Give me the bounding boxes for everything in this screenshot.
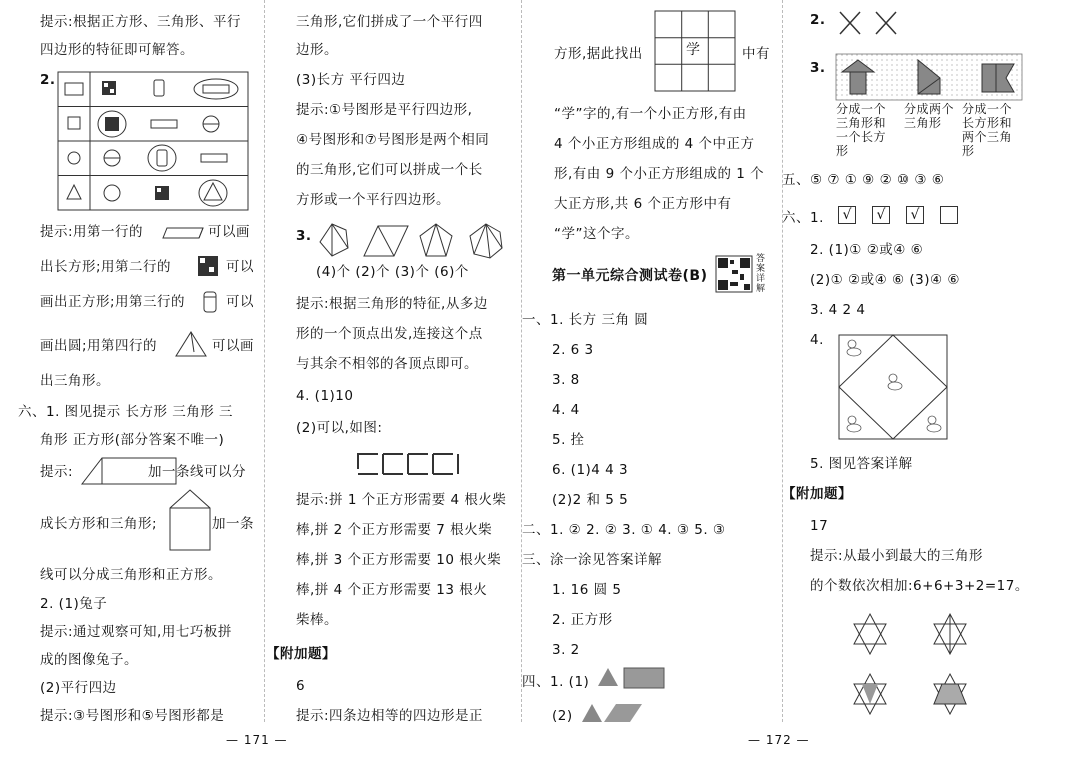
text-line: 可以画 <box>208 224 250 240</box>
text-line: 可以 <box>226 259 254 275</box>
caption-2: 分成两个 三角形 <box>904 102 955 130</box>
answer-line: 5. 拴 <box>552 432 585 448</box>
question-number: 3. <box>810 60 826 76</box>
pyramid-icon <box>174 330 208 358</box>
caption-1: 分成一个 三角形和 一个长方 形 <box>836 102 887 158</box>
answer-line: 5. 图见答案详解 <box>810 456 913 472</box>
text-line: 的个数依次相加:6+6+3+2=17。 <box>810 578 1029 594</box>
hint-line: 提示: <box>40 464 74 480</box>
answer-line: 17 <box>810 518 829 534</box>
answer-line: 2. (1)① ②或④ ⑥ <box>810 242 924 258</box>
text-line: 棒,拼 2 个正方形需要 7 根火柴 <box>296 522 493 538</box>
check-box: √ <box>838 206 856 224</box>
answer-line: 一、1. 长方 三角 圆 <box>522 312 649 328</box>
cylinder-icon <box>202 290 218 314</box>
answer-line: 五、⑤ ⑦ ① ⑨ ② ⑩ ③ ⑥ <box>782 172 945 188</box>
shaded-shapes-1 <box>598 666 668 690</box>
check-box: √ <box>872 206 890 224</box>
answer-line: (2)平行四边 <box>40 680 117 696</box>
page-number-172: — 172 — <box>748 733 810 747</box>
answer-line: 3. 2 <box>552 642 580 658</box>
hint-line: 提示:从最小到最大的三角形 <box>810 548 984 564</box>
answer-line: (2)2 和 5 5 <box>552 492 629 508</box>
page-number-171: — 171 — <box>226 733 288 747</box>
test-title: 第一单元综合测试卷(B) <box>552 268 708 284</box>
answer-line: 四、1. (1) <box>522 674 590 690</box>
caption-3: 分成一个 长方形和 两个三角 形 <box>962 102 1013 158</box>
polygon-diagonals-figure <box>318 222 508 260</box>
hint-line: 提示:根据三角形的特征,从多边 <box>296 296 488 312</box>
text-line: 方形或一个平行四边形。 <box>296 192 450 208</box>
text-line: 与其余不相邻的各顶点即可。 <box>296 356 478 372</box>
text-line: 棒,拼 4 个正方形需要 13 根火 <box>296 582 488 598</box>
answer-line: (2) <box>552 708 573 724</box>
cuboid-icon <box>163 224 205 240</box>
cube-icon <box>196 254 220 278</box>
hint-line: 提示:四条边相等的四边形是正 <box>296 708 484 724</box>
text-line: 角形 正方形(部分答案不唯一) <box>40 432 225 448</box>
answer-line: 4. <box>810 332 824 348</box>
answer-line: 6. (1)4 4 3 <box>552 462 629 478</box>
text-line: 出三角形。 <box>40 373 110 389</box>
answer-line: 3. 8 <box>552 372 580 388</box>
answer-line: 二、1. ② 2. ② 3. ① 4. ③ 5. ③ <box>522 522 726 538</box>
column-separator <box>782 0 783 722</box>
text-line: 柴棒。 <box>296 612 338 628</box>
text-line: 画出圆;用第四行的 <box>40 338 158 354</box>
matchstick-squares-figure <box>354 450 464 480</box>
answer-line: 2. 6 3 <box>552 342 594 358</box>
text-line: 方形,据此找出 <box>554 46 643 62</box>
answer-line: 4. 4 <box>552 402 580 418</box>
hint-line: 提示:拼 1 个正方形需要 4 根火柴 <box>296 492 507 508</box>
hint-line: 提示:用第一行的 <box>40 224 144 240</box>
text-line: 棒,拼 3 个正方形需要 10 根火柴 <box>296 552 502 568</box>
hint-line: 提示:①号图形是平行四边形, <box>296 102 473 118</box>
check-box: √ <box>906 206 924 224</box>
text-line: 的三角形,它们可以拼成一个长 <box>296 162 483 178</box>
hint-line: 提示:③号图形和⑤号图形都是 <box>40 708 225 724</box>
text-line: 线可以分成三角形和正方形。 <box>40 567 222 583</box>
text-line: 成的图像兔子。 <box>40 652 138 668</box>
answer-line: 6 <box>296 678 306 694</box>
check-box <box>940 206 958 224</box>
column-separator <box>264 0 265 722</box>
text-line: 中有 <box>742 46 770 62</box>
text-line: 四边形的特征即可解答。 <box>40 42 194 58</box>
text-line: 加一条 <box>212 516 254 532</box>
text-line: 出长方形;用第二行的 <box>40 259 172 275</box>
text-line: 加一条线可以分 <box>148 464 246 480</box>
question-number: 2. <box>810 12 826 28</box>
qr-code-icon <box>716 256 752 292</box>
answer-line: (2)可以,如图: <box>296 420 383 436</box>
shaded-shapes-2 <box>582 702 652 726</box>
hint-line: 提示:通过观察可知,用七巧板拼 <box>40 624 232 640</box>
hint-line: 提示:根据正方形、三角形、平行 <box>40 14 242 30</box>
pentagon-figure <box>168 488 212 552</box>
grid-character: 学 <box>686 42 701 58</box>
text-line: 画出正方形;用第三行的 <box>40 294 186 310</box>
answer-line: (3)长方 平行四边 <box>296 72 406 88</box>
question-number: 2. <box>40 72 56 88</box>
answer-line: (2)① ②或④ ⑥ (3)④ ⑥ <box>810 272 961 288</box>
text-line: 4 个小正方形组成的 4 个中正方 <box>554 136 755 152</box>
text-line: 三角形,它们拼成了一个平行四 <box>296 14 483 30</box>
answer-line: 1. 16 圆 5 <box>552 582 622 598</box>
column-separator <box>521 0 522 722</box>
duck-square-figure <box>838 334 948 440</box>
answer-line: 三、涂一涂见答案详解 <box>522 552 662 568</box>
answer-line: 2. 正方形 <box>552 612 613 628</box>
cross-marks <box>838 10 908 36</box>
dotted-grid-figures <box>836 54 1022 100</box>
text-line: 可以画 <box>212 338 254 354</box>
star-triangles-figure <box>850 610 990 722</box>
text-line: ④号图形和⑦号图形是两个相同 <box>296 132 490 148</box>
qr-label: 答案详解 <box>756 254 766 294</box>
text-line: 大正方形,共 6 个正方形中有 <box>554 196 732 212</box>
shape-matching-table <box>58 72 250 212</box>
text-line: 形的一个顶点出发,连接这个点 <box>296 326 483 342</box>
answer-line: 4. (1)10 <box>296 388 354 404</box>
section-heading: 【附加题】 <box>782 486 852 502</box>
section-heading: 【附加题】 <box>266 646 336 662</box>
answer-line: 六、1. <box>782 210 824 226</box>
question-number: 3. <box>296 228 312 244</box>
answer-line: 3. 4 2 4 <box>810 302 866 318</box>
text-line: 形,有由 9 个小正方形组成的 1 个 <box>554 166 765 182</box>
text-line: “学”这个字。 <box>554 226 639 242</box>
text-line: 边形。 <box>296 42 338 58</box>
text-line: 成长方形和三角形; <box>40 516 158 532</box>
answer-line: 六、1. 图见提示 长方形 三角形 三 <box>18 404 234 420</box>
text-line: 可以 <box>226 294 254 310</box>
text-line: “学”字的,有一个小正方形,有由 <box>554 106 747 122</box>
answer-line: (4)个 (2)个 (3)个 (6)个 <box>316 264 469 280</box>
answer-line: 2. (1)兔子 <box>40 596 108 612</box>
